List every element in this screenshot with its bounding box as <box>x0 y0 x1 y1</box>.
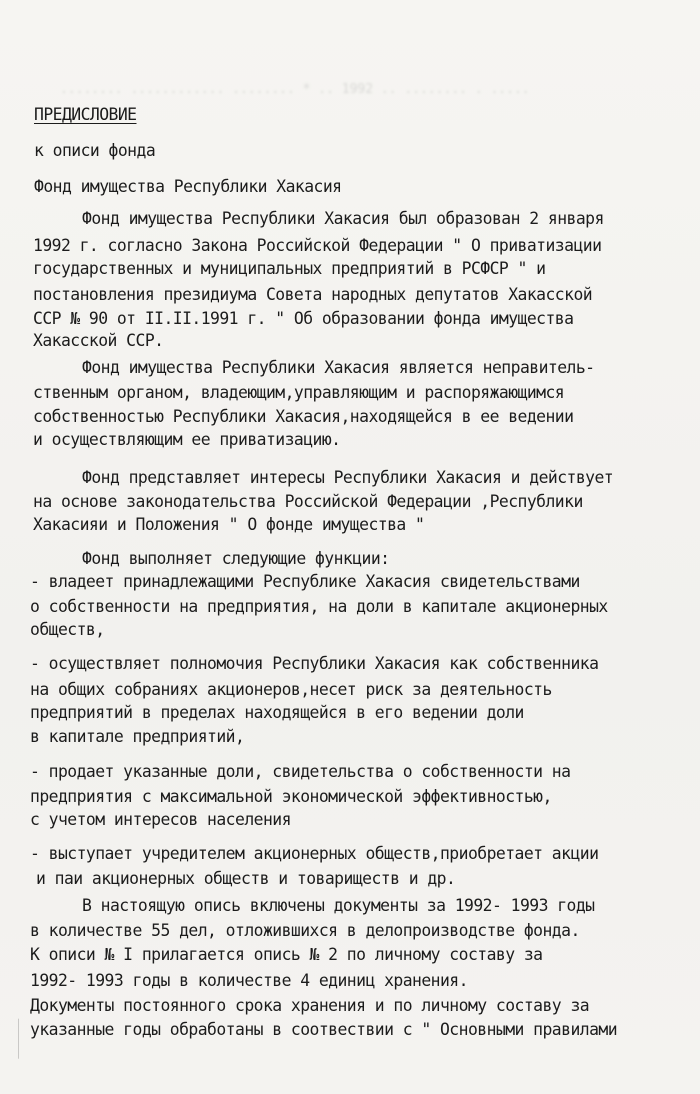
paragraph-line: Фонд имущества Республики Хакасия был образован 2 января <box>82 209 604 228</box>
paragraph-line: Хакасияи и Положения " О фонде имущества " <box>33 515 425 534</box>
list-item-line: - выступает учредителем акционерных обществ,приобретает акции <box>30 844 599 863</box>
list-item-line: и паи акционерных обществ и товариществ и др. <box>36 869 456 888</box>
paragraph-line: Фонд имущества Республики Хакасия является неправитель- <box>82 358 595 377</box>
list-item-line: предприятий в пределах находящейся в его ведении доли <box>30 703 524 722</box>
page-edge-mark <box>0 1018 19 1071</box>
paragraph-line: ССР № 90 от II.II.1991 г. " Об образовании фонда имущества <box>33 309 574 328</box>
list-item-line: предприятия с максимальной экономической эффективностью, <box>30 787 552 806</box>
list-item-line: о собственности на предприятия, на доли в капитале акционерных <box>30 597 608 616</box>
paragraph-line: на основе законодательства Российской Федерации ,Республики <box>33 492 583 511</box>
paragraph-line: государственных и муниципальных предприятий в РСФСР " и <box>33 259 546 278</box>
doc-heading: ПРЕДИСЛОВИЕ <box>34 105 137 124</box>
paragraph-line: Документы постоянного срока хранения и по личному составу за <box>30 996 590 1015</box>
paragraph-line: Фонд выполняет следующие функции: <box>82 549 390 568</box>
paragraph-line: указанные годы обработаны в соотвествии с " Основными правилами <box>30 1020 618 1039</box>
paragraph-line: собственностью Республики Хакасия,находящейся в ее ведении <box>33 407 574 426</box>
paragraph-line: Хакасской ССР. <box>33 331 164 350</box>
paragraph-line: 1992 г. согласно Закона Российской Федерации " О приватизации <box>33 236 602 255</box>
list-item-line: - осуществляет полномочия Республики Хакасия как собственника <box>30 654 599 673</box>
doc-subheading: к описи фонда <box>34 141 156 160</box>
list-item-line: с учетом интересов населения <box>30 810 291 829</box>
doc-fund-name: Фонд имущества Республики Хакасия <box>34 177 342 196</box>
list-item-line: - владеет принадлежащими Республике Хакасия свидетельствами <box>30 572 580 591</box>
paragraph-line: ственным органом, владеющим,управляющим и распоряжающимся <box>33 383 565 402</box>
bleed-through-text: ........ ............ ........ * .. 1992 .. ........ . ..... <box>60 82 530 97</box>
paragraph-line: постановления президиума Совета народных депутатов Хакасской <box>33 285 593 304</box>
list-item-line: обществ, <box>30 620 105 639</box>
list-item-line: на общих собраниях акционеров,несет риск за деятельность <box>30 680 552 699</box>
paragraph-line: Фонд представляет интересы Республики Хакасия и действует <box>82 468 614 487</box>
paragraph-line: в количестве 55 дел, отложившихся в делопроизводстве фонда. <box>30 921 580 940</box>
list-item-line: в капитале предприятий, <box>30 727 245 746</box>
paragraph-line: 1992- 1993 годы в количестве 4 единиц хранения. <box>30 971 468 990</box>
paragraph-line: К описи № I прилагается опись № 2 по личному составу за <box>30 945 543 964</box>
list-item-line: - продает указанные доли, свидетельства о собственности на <box>30 762 571 781</box>
paragraph-line: и осуществляющим ее приватизацию. <box>33 430 341 449</box>
paragraph-line: В настоящую опись включены документы за 1992- 1993 годы <box>82 896 595 915</box>
